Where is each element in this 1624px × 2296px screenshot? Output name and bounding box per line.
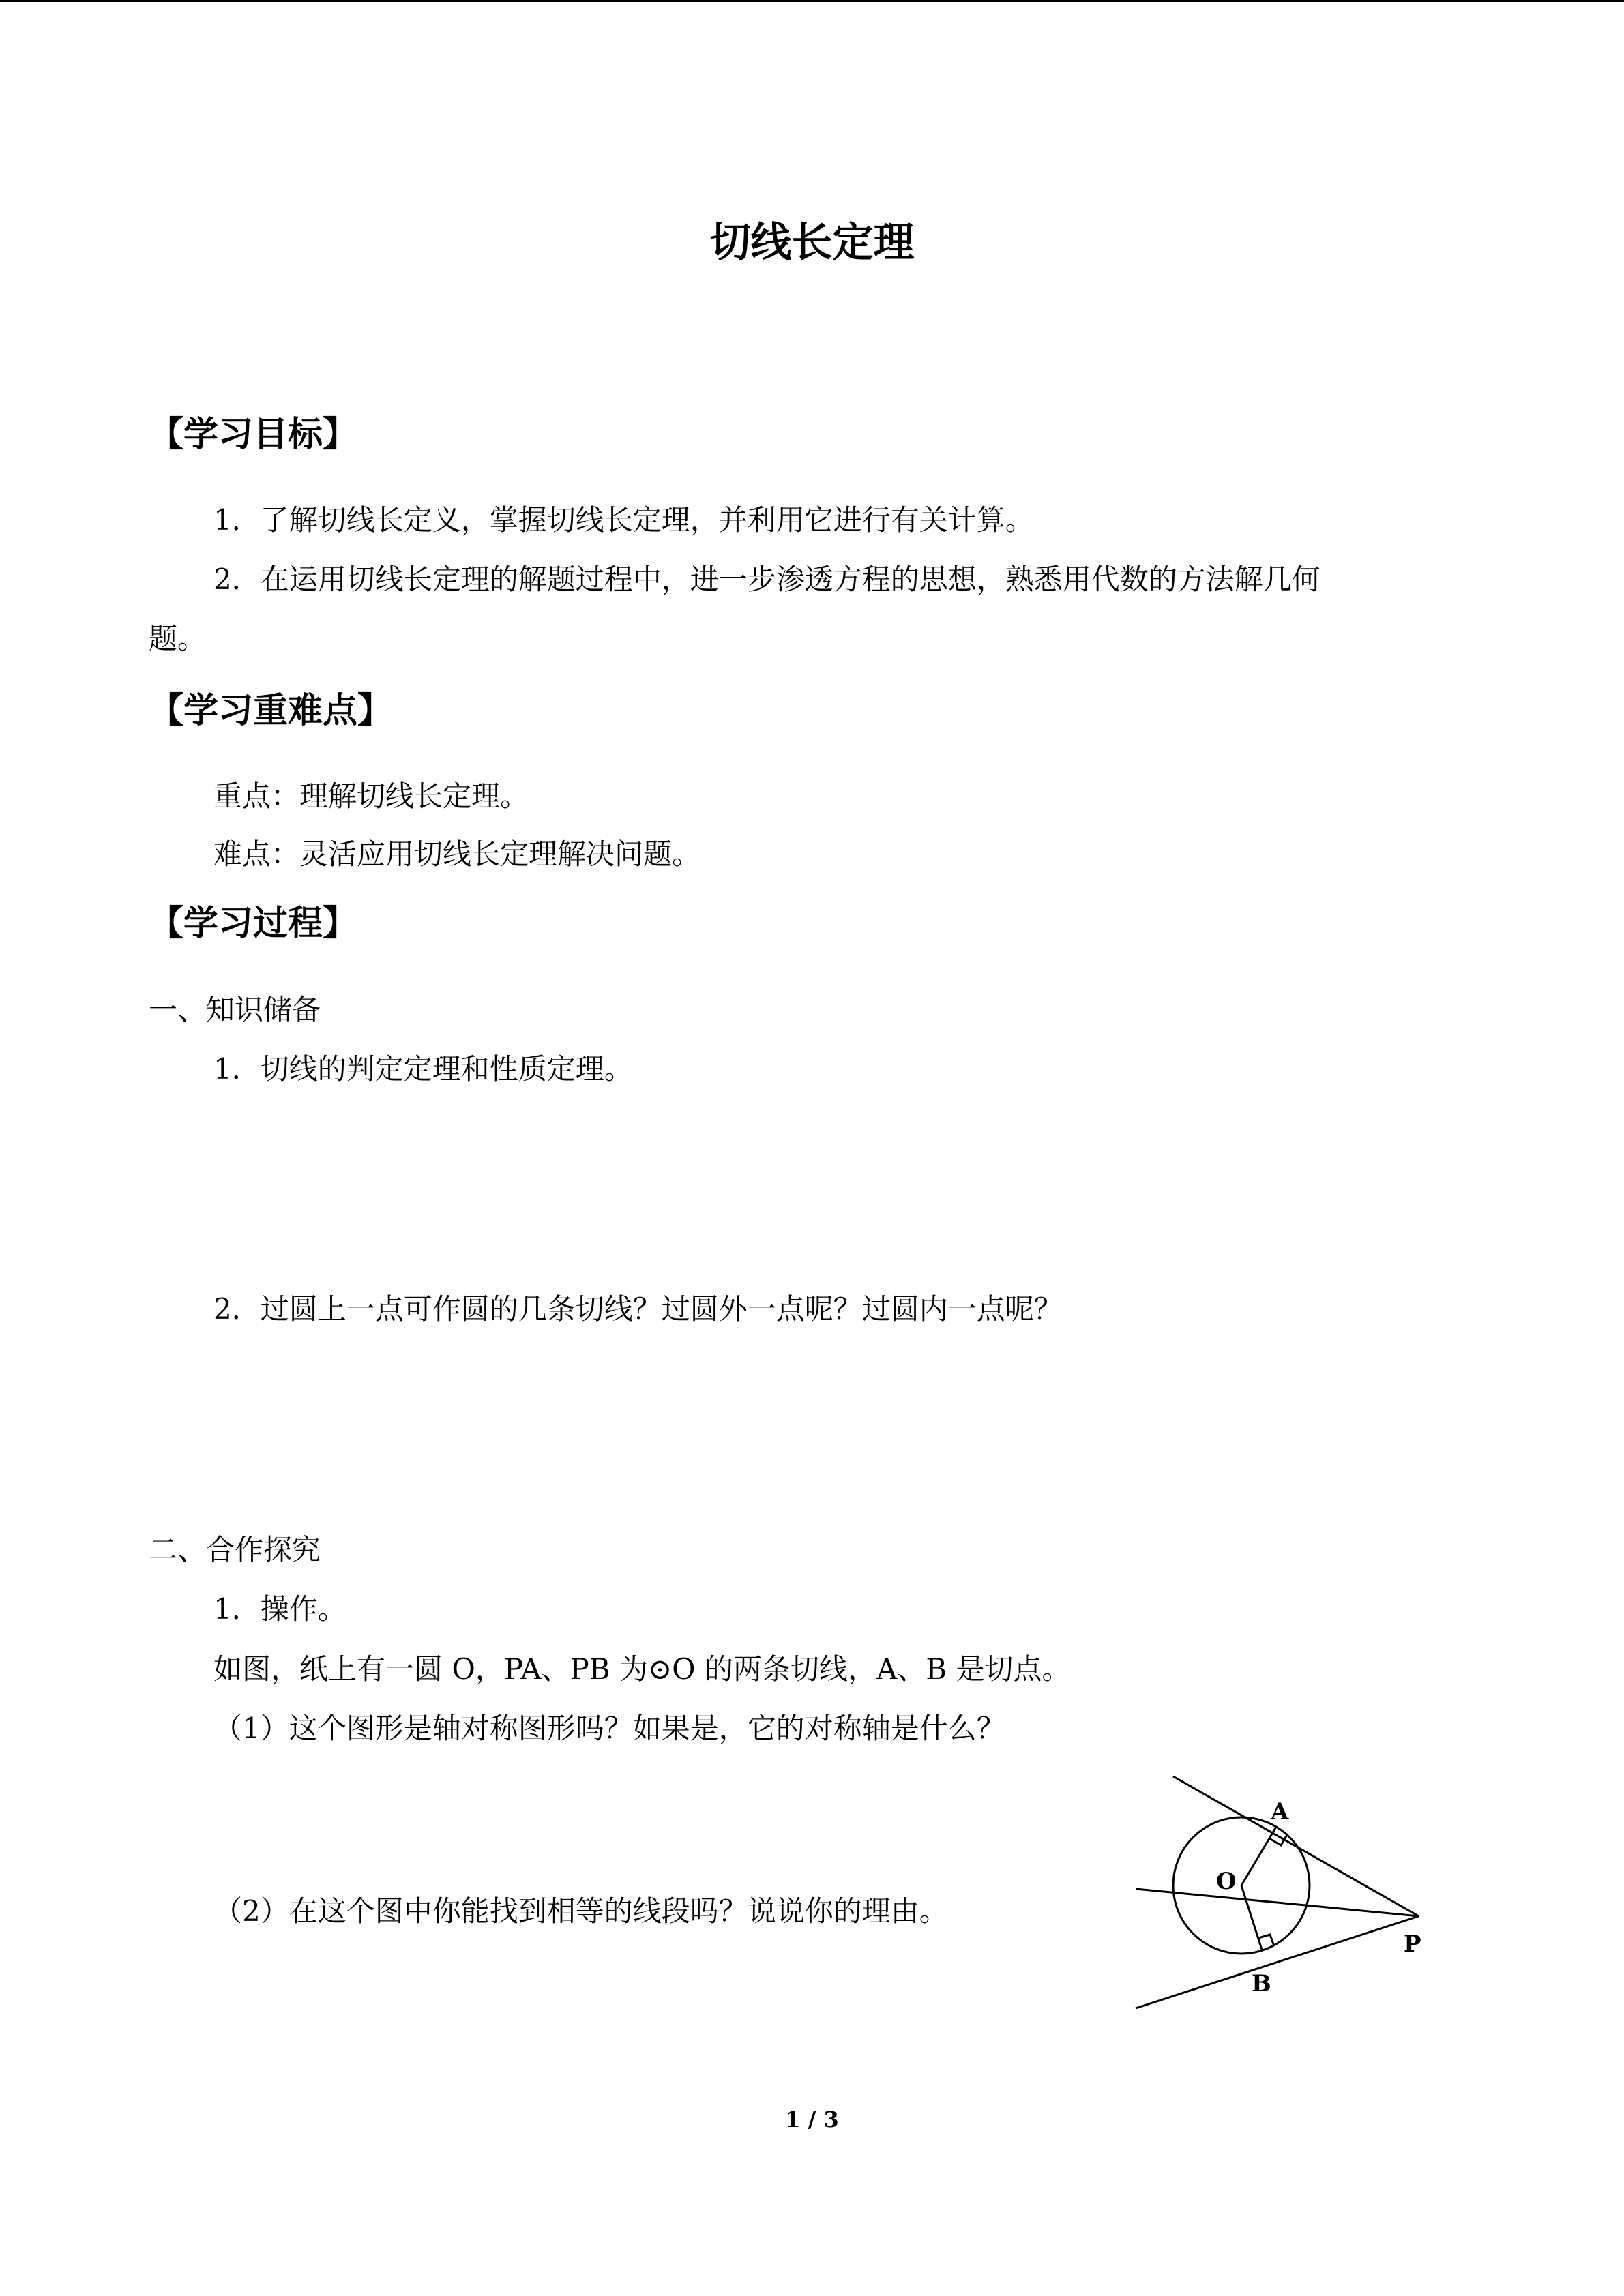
page-number: 1 / 3	[785, 2106, 839, 2132]
tangent-diagram	[1119, 1766, 1473, 2012]
part2-question-2: （2）在这个图中你能找到相等的线段吗？说说你的理由。	[213, 1894, 948, 1928]
part2-title: 二、合作探究	[149, 1533, 321, 1566]
tangent-line-pb	[1136, 1916, 1419, 2008]
keypoint-focus: 重点：理解切线长定理。	[213, 779, 529, 813]
part2-question-1: （1）这个图形是轴对称图形吗？如果是，它的对称轴是什么？	[213, 1712, 1005, 1745]
point-label-a: A	[1271, 1798, 1289, 1825]
part2-description: 如图，纸上有一圆 O，PA、PB 为⊙O 的两条切线，A、B 是切点。	[213, 1652, 1071, 1686]
point-label-o: O	[1216, 1868, 1237, 1895]
section-heading-objectives: 【学习目标】	[149, 415, 358, 455]
part1-question-1: 1．切线的判定定理和性质定理。	[213, 1052, 633, 1086]
keypoint-difficulty: 难点：灵活应用切线长定理解决问题。	[213, 837, 701, 871]
objective-item-2-line-2: 题。	[149, 622, 207, 655]
page-title: 切线长定理	[709, 219, 915, 267]
top-border-line	[0, 0, 1624, 2]
point-label-b: B	[1252, 1970, 1271, 1997]
objective-item-1: 1．了解切线长定义，掌握切线长定理，并利用它进行有关计算。	[213, 503, 1034, 537]
radius-ob	[1241, 1885, 1262, 1950]
point-label-p: P	[1404, 1930, 1421, 1958]
section-heading-process: 【学习过程】	[149, 904, 358, 944]
radius-oa	[1241, 1827, 1276, 1885]
section-heading-keypoints: 【学习重难点】	[149, 691, 393, 731]
part1-question-2: 2．过圆上一点可作圆的几条切线？过圆外一点呢？过圆内一点呢？	[213, 1292, 1063, 1326]
part2-operation: 1．操作。	[213, 1592, 346, 1626]
objective-item-2-line-1: 2．在运用切线长定理的解题过程中，进一步渗透方程的思想，熟悉用代数的方法解几何	[213, 563, 1320, 596]
part1-title: 一、知识储备	[149, 993, 321, 1026]
